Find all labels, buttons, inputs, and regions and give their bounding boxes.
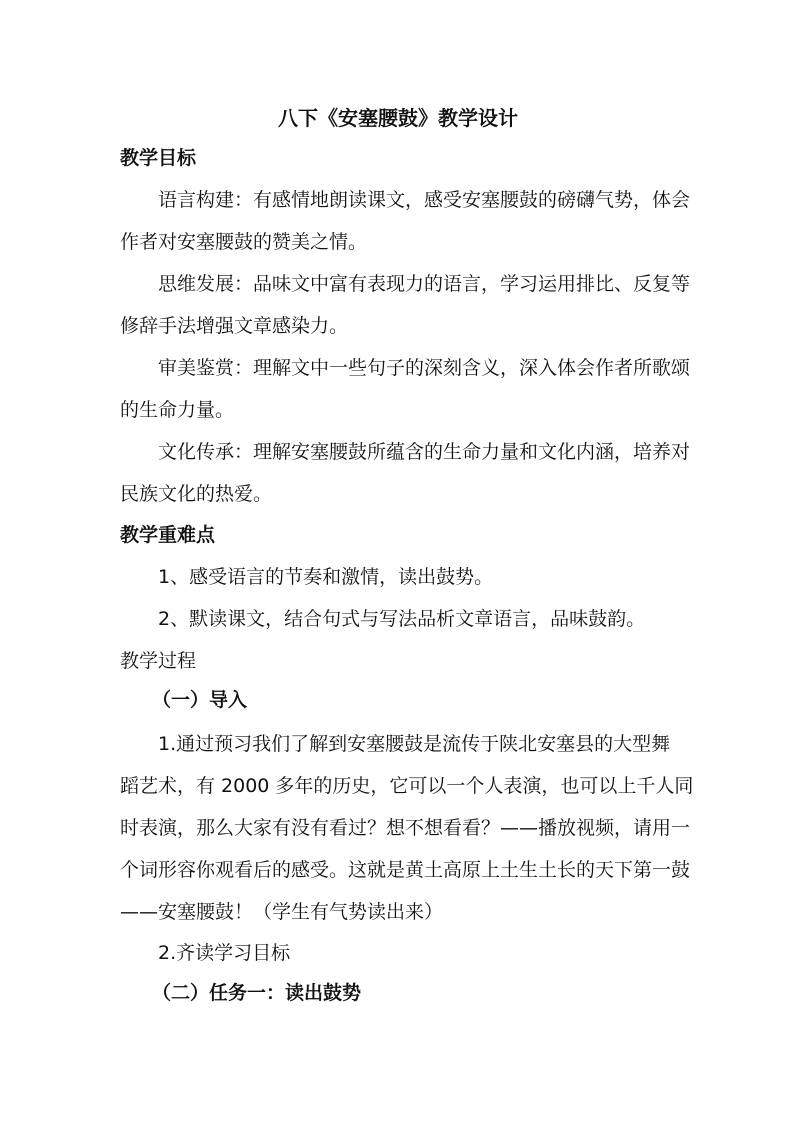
intro-paragraph-line2: 蹈艺术，有 2000 多年的历史，它可以一个人表演，也可以上千人同 <box>120 775 694 797</box>
heading-key-difficulties: 教学重难点 <box>120 524 216 546</box>
intro-paragraph-line5: ——安塞腰鼓！（学生有气势读出来） <box>120 901 444 923</box>
goal-thinking-line2: 修辞手法增强文章感染力。 <box>120 315 349 337</box>
heading-teaching-process: 教学过程 <box>120 650 197 672</box>
goal-language-line1: 语言构建：有感情地朗读课文，感受安塞腰鼓的磅礴气势，体会 <box>158 189 691 211</box>
intro-paragraph-line3: 时表演，那么大家有没有看过？想不想看看？——播放视频，请用一 <box>120 817 691 839</box>
goal-culture-line1: 文化传承：理解安塞腰鼓所蕴含的生命力量和文化内涵，培养对 <box>158 441 691 463</box>
key-point-2: 2、默读课文，结合句式与写法品析文章语言，品味鼓韵。 <box>158 608 646 630</box>
goal-thinking-line1: 思维发展：品味文中富有表现力的语言，学习运用排比、反复等 <box>158 273 691 295</box>
goal-language-line2: 作者对安塞腰鼓的赞美之情。 <box>120 231 368 253</box>
heading-teaching-goals: 教学目标 <box>120 147 197 169</box>
goal-aesthetic-line1: 审美鉴赏：理解文中一些句子的深刻含义，深入体会作者所歌颂 <box>158 357 691 379</box>
goal-culture-line2: 民族文化的热爱。 <box>120 483 273 505</box>
intro-step-2: 2.齐读学习目标 <box>158 942 291 964</box>
goal-aesthetic-line2: 的生命力量。 <box>120 399 235 421</box>
key-point-1: 1、感受语言的节奏和激情，读出鼓势。 <box>158 566 494 588</box>
intro-paragraph-line1: 1.通过预习我们了解到安塞腰鼓是流传于陕北安塞县的大型舞 <box>158 733 671 755</box>
intro-paragraph-line4: 个词形容你观看后的感受。这就是黄土高原上土生土长的天下第一鼓 <box>120 859 691 881</box>
document-title: 八下《安塞腰鼓》教学设计 <box>278 106 518 130</box>
section-task-one: （二）任务一：读出鼓势 <box>152 982 362 1004</box>
section-introduction: （一）导入 <box>152 689 248 711</box>
